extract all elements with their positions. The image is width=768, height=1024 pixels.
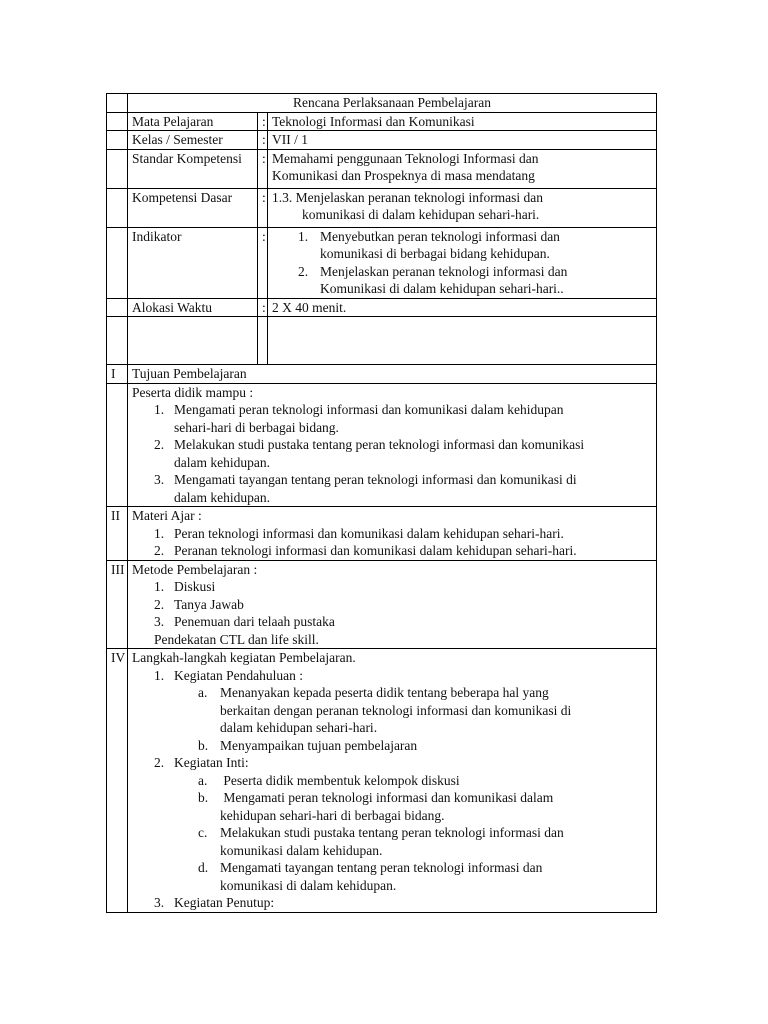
item-number: 1. [154, 667, 165, 683]
value-alokasi: 2 X 40 menit. [268, 298, 657, 317]
item-letter: b. [198, 790, 209, 805]
list-item [132, 613, 652, 631]
item-number: 1. [298, 228, 309, 244]
row-kompetensi-dasar [107, 188, 657, 227]
kompetensi-line: 1.3. Menjelaskan peranan teknologi informasi dan [272, 189, 544, 205]
section-1-body [107, 383, 657, 507]
item-number: 2. [154, 596, 165, 612]
sub-list-item [132, 737, 652, 755]
item-text: komunikasi di dalam kehidupan. [220, 877, 397, 893]
item-number: 3. [154, 472, 165, 487]
section-number: IV [107, 649, 128, 913]
section-4 [107, 649, 657, 913]
colon: : [258, 227, 268, 298]
list-item [132, 436, 652, 471]
section-3 [107, 560, 657, 649]
item-letter: a. [198, 685, 208, 700]
list-item [132, 596, 652, 614]
section-footer: Pendekatan CTL dan life skill. [154, 631, 319, 647]
item-text: Menjelaskan peranan teknologi informasi dan [320, 263, 568, 279]
colon: : [258, 188, 268, 227]
sub-list-item [132, 859, 652, 894]
list-item [132, 471, 652, 506]
label-mata-pelajaran: Mata Pelajaran [128, 112, 258, 131]
item-number: 1. [154, 579, 165, 594]
list-item [272, 228, 652, 263]
section-number: II [107, 507, 128, 561]
value-kompetensi [268, 188, 657, 227]
row-mata-pelajaran [107, 112, 657, 131]
value-standar [268, 149, 657, 188]
item-text: Menyebutkan peran teknologi informasi dan [320, 228, 560, 244]
item-text: dalam kehidupan. [174, 454, 270, 470]
list-item [132, 401, 652, 436]
document-title: Rencana Perlaksanaan Pembelajaran [128, 94, 657, 113]
sub-list-item [132, 772, 652, 790]
title-row [107, 94, 657, 113]
sub-list-item [132, 789, 652, 824]
item-text: Mengamati tayangan tentang peran teknologi informasi dan [220, 860, 543, 875]
list-item [132, 542, 652, 560]
colon: : [258, 298, 268, 317]
list-item [132, 894, 652, 912]
item-letter: d. [198, 860, 209, 875]
section-title: Langkah-langkah kegiatan Pembelajaran. [132, 650, 356, 665]
item-text: Peserta didik membentuk kelompok diskusi [220, 772, 460, 788]
rpp-table [106, 93, 657, 913]
section-title: Materi Ajar : [132, 508, 202, 523]
value-indikator [268, 227, 657, 298]
item-text: Menyampaikan tujuan pembelajaran [220, 737, 418, 753]
item-text: Mengamati peran teknologi informasi dan komunikasi dalam [220, 790, 554, 805]
section-1-header [107, 365, 657, 384]
item-text: Kegiatan Inti: [174, 755, 249, 770]
label-indikator: Indikator [128, 227, 258, 298]
item-letter: b. [198, 737, 209, 753]
item-text: berkaitan dengan peranan teknologi informasi dan komunikasi di [220, 702, 572, 718]
standar-line: Komunikasi dan Prospeknya di masa mendatang [272, 168, 535, 183]
sub-list-item [132, 824, 652, 859]
item-text: Kegiatan Pendahuluan : [174, 667, 303, 683]
list-item [132, 525, 652, 543]
item-number: 3. [154, 614, 165, 629]
label-kompetensi: Kompetensi Dasar [128, 188, 258, 227]
item-number: 2. [154, 543, 165, 558]
item-text: Peran teknologi informasi dan komunikasi dalam kehidupan sehari-hari. [174, 525, 564, 541]
section-2 [107, 507, 657, 561]
list-item [132, 754, 652, 772]
item-text: Melakukan studi pustaka tentang peran teknologi informasi dan [220, 825, 564, 840]
item-number: 2. [154, 755, 165, 770]
item-text: dalam kehidupan sehari-hari. [220, 720, 378, 735]
colon: : [258, 131, 268, 150]
item-text: Peranan teknologi informasi dan komunikasi dalam kehidupan sehari-hari. [174, 543, 577, 558]
section-number: III [107, 560, 128, 649]
label-alokasi: Alokasi Waktu [128, 298, 258, 317]
label-kelas: Kelas / Semester [128, 131, 258, 150]
item-text: Menanyakan kepada peserta didik tentang beberapa hal yang [220, 685, 549, 700]
item-number: 2. [154, 437, 165, 452]
item-number: 1. [154, 402, 165, 417]
list-item [132, 578, 652, 596]
row-empty [107, 317, 657, 365]
item-text: Penemuan dari telaah pustaka [174, 614, 335, 629]
kompetensi-line: komunikasi di dalam kehidupan sehari-hari. [302, 207, 540, 222]
section-title: Metode Pembelajaran : [132, 561, 258, 577]
section-number: I [107, 365, 128, 384]
item-text: sehari-hari di berbagai bidang. [174, 419, 339, 435]
item-text: Melakukan studi pustaka tentang peran teknologi informasi dan komunikasi [174, 437, 585, 452]
item-text: Komunikasi di dalam kehidupan sehari-hari.. [320, 281, 564, 296]
section-intro: Peserta didik mampu : [132, 384, 254, 400]
standar-line: Memahami penggunaan Teknologi Informasi dan [272, 150, 539, 166]
list-item [132, 667, 652, 685]
colon: : [258, 149, 268, 188]
item-text: Diskusi [174, 579, 216, 594]
label-standar: Standar Kompetensi [128, 149, 258, 188]
row-kelas [107, 131, 657, 150]
item-text: Mengamati peran teknologi informasi dan komunikasi dalam kehidupan [174, 402, 564, 417]
item-text: dalam kehidupan. [174, 489, 270, 505]
value-mata-pelajaran: Teknologi Informasi dan Komunikasi [268, 112, 657, 131]
value-kelas: VII / 1 [268, 131, 657, 150]
item-text: Tanya Jawab [174, 596, 244, 612]
item-text: kehidupan sehari-hari di berbagai bidang. [220, 807, 445, 823]
item-text: komunikasi di berbagai bidang kehidupan. [320, 246, 550, 261]
item-number: 3. [154, 895, 165, 910]
sub-list-item [132, 684, 652, 737]
row-alokasi [107, 298, 657, 317]
item-letter: c. [198, 825, 208, 840]
item-text: komunikasi dalam kehidupan. [220, 842, 383, 858]
colon: : [258, 112, 268, 131]
row-indikator [107, 227, 657, 298]
item-text: Mengamati tayangan tentang peran teknologi informasi dan komunikasi di [174, 472, 577, 487]
section-title: Tujuan Pembelajaran [128, 365, 657, 384]
item-number: 2. [298, 263, 309, 279]
item-number: 1. [154, 525, 165, 541]
row-standar-kompetensi [107, 149, 657, 188]
item-text: Kegiatan Penutup: [174, 895, 275, 910]
list-item [272, 263, 652, 298]
item-letter: a. [198, 772, 208, 788]
